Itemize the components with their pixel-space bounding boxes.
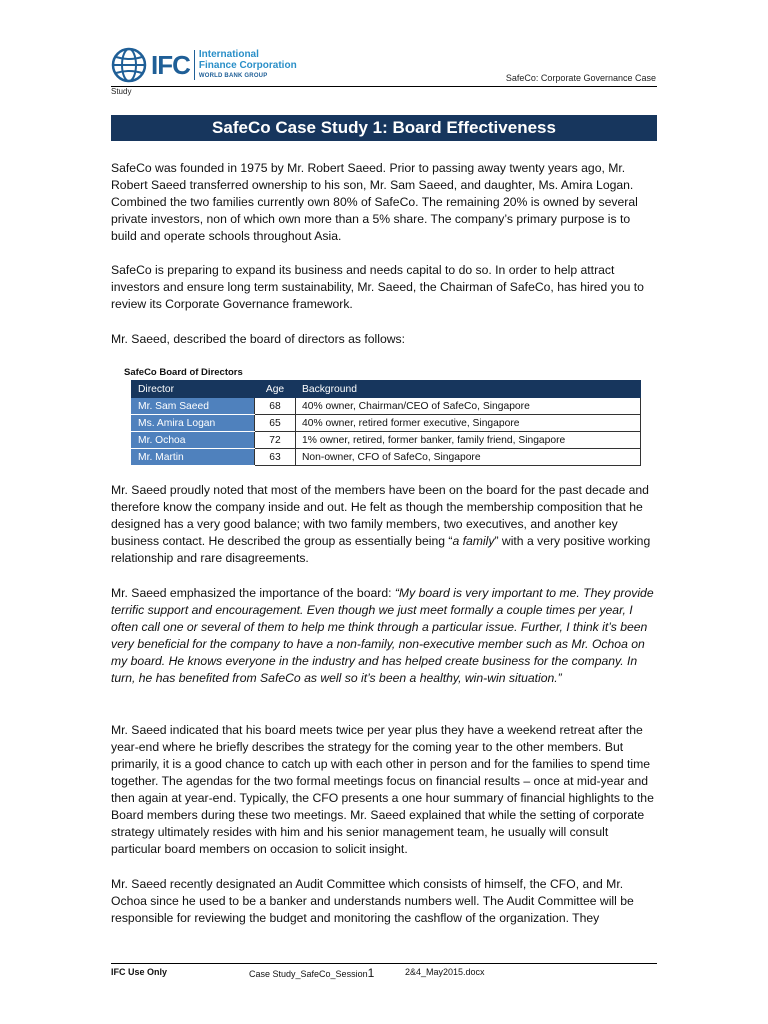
table-row [132,398,641,415]
logo-line-2: Finance Corporation [198,59,297,71]
background-cell: 40% owner, retired former executive, Singapore [296,415,641,432]
col-header-background: Background [296,381,641,398]
director-cell: Mr. Ochoa [132,432,255,449]
logo-line-1: International [198,48,259,60]
table-caption: SafeCo Board of Directors [124,367,243,378]
globe-icon [111,47,147,83]
logo-wordmark: IFC [151,49,190,80]
board-of-directors-table [131,380,641,466]
paragraph-4 [111,482,657,567]
col-header-director: Director [132,381,255,398]
paragraph-5-text-a: Mr. Saeed emphasized the importance of the board: [111,586,395,600]
age-cell: 68 [255,398,296,415]
paragraph-7: Mr. Saeed recently designated an Audit Committee which consists of himself, the CFO, and Mr. Ochoa since he used to be a banker and understands numbers well. The Audit Committee will be responsible for reviewing the budget and monitoring the cashflow of the organization. They [111,877,634,925]
table-header-row [132,381,641,398]
header-rule [111,86,657,87]
paragraph-4-text-a: Mr. Saeed proudly noted that most of the members have been on the board for the past decade and therefore know the company inside and out. He felt as though the membership composition that he designed has a very good balance; with two family members, two executives, and another key business contact. He described the group as essentially being “ [111,483,649,548]
footer-session-label: Case Study_SafeCo_Session [249,969,368,979]
footer-classification: IFC Use Only [111,967,168,977]
header-case-title: SafeCo: Corporate Governance Case [505,73,656,83]
logo-text [199,49,297,82]
paragraph-4-italic: a family [452,534,495,548]
paragraph-1: SafeCo was founded in 1975 by Mr. Robert Saeed. Prior to passing away twenty years ago, Mr. Robert Saeed transferred ownership to his son, Mr. Sam Saeed, and daughter, Ms. Amira Logan. Combined the two families currently own 80% of SafeCo. The remaining 20% is owned by several private investors, non of which own more than a 5% share. The company’s primary purpose is to build and operate schools throughout Asia. [111,161,638,243]
director-cell: Ms. Amira Logan [132,415,255,432]
paragraph-5 [111,585,657,687]
table-row [132,432,641,449]
paragraph-4-text-c: ” with a very positive working relationship and rare disagreements. [111,534,651,565]
background-cell: 40% owner, Chairman/CEO of SafeCo, Singapore [296,398,641,415]
logo-divider [194,50,195,80]
logo-line-3: WORLD BANK GROUP [198,72,268,79]
page-title: SafeCo Case Study 1: Board Effectiveness [111,115,657,141]
table-row [132,415,641,432]
page-number: 1 [367,966,375,980]
age-cell: 63 [255,449,296,466]
paragraph-3: Mr. Saeed, described the board of directors as follows: [111,332,406,346]
footer-document-name [249,966,374,980]
age-cell: 72 [255,432,296,449]
director-cell: Mr. Sam Saeed [132,398,255,415]
paragraph-6: Mr. Saeed indicated that his board meets twice per year plus they have a weekend retreat after the year-end where he briefly describes the strategy for the coming year to the other members. But primarily, it is a good chance to catch up with each other in person and for the families to spend time together. The agendas for the two formal meetings focus on financial results – once at mid-year and then again at year-end. Typically, the CFO presents a one hour summary of financial highlights to the Board members during these two meetings. Mr. Saeed explained that while the setting of corporate strategy ultimately resides with him and his senior management team, he usually will consult particular board members on occasion to solicit insight. [111,723,654,856]
col-header-age: Age [255,381,296,398]
ifc-logo [111,45,297,85]
footer-rule [111,963,657,964]
paragraph-5-quote: “My board is very important to me. They provide terrific support and encouragement. Even though we just meet formally a couple times per year, I often call one or several of them to help me think through a particular issue. Further, I think it’s been very beneficial for the company to have a non-family, non-executive member such as Mr. Ochoa on my board. He knows everyone in the industry and has helped create business for the company. In turn, he has benefited from SafeCo as well so it’s been a healthy, win-win situation.” [111,586,654,685]
background-cell: 1% owner, retired, former banker, family friend, Singapore [296,432,641,449]
table-row [132,449,641,466]
footer-file-name: 2&4_May2015.docx [405,967,485,977]
background-cell: Non-owner, CFO of SafeCo, Singapore [296,449,641,466]
paragraph-2: SafeCo is preparing to expand its business and needs capital to do so. In order to help attract investors and ensure long term sustainability, Mr. Saeed, the Chairman of SafeCo, has hired you to review its Corporate Governance framework. [111,263,644,311]
director-cell: Mr. Martin [132,449,255,466]
age-cell: 65 [255,415,296,432]
header-study-label: Study [111,87,132,96]
